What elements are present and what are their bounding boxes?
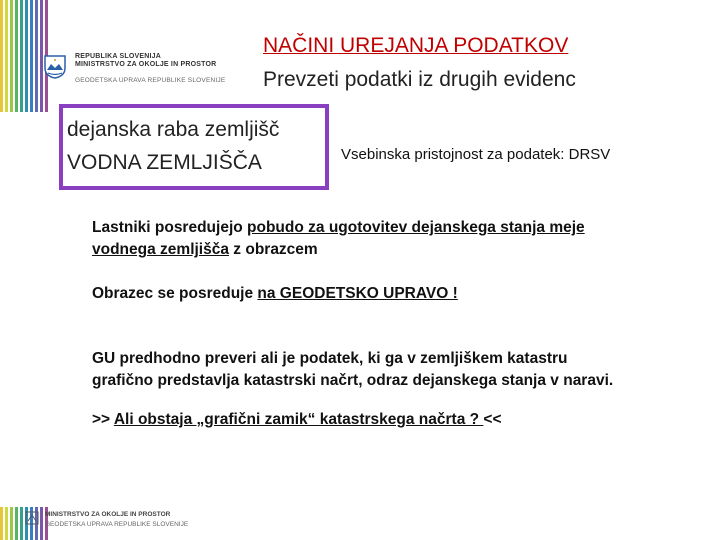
p2-text: Obrazec se posreduje	[92, 285, 258, 302]
p3-line1: GU predhodno preveri ali je podatek, ki ga v zemljiškem katastru	[92, 350, 568, 367]
slide-title: NAČINI UREJANJA PODATKOV	[263, 34, 569, 57]
stripe-bar	[5, 0, 8, 112]
stripe-bar	[15, 0, 18, 112]
stripe-bar	[5, 507, 8, 540]
stripe-bar	[35, 0, 38, 112]
p2-underlined: na GEODETSKO UPRAVO !	[257, 285, 458, 302]
footer-org	[45, 511, 188, 529]
p1-text-b: z obrazcem	[228, 241, 318, 258]
stripe-bar	[40, 507, 43, 540]
top-stripe-decoration	[0, 0, 48, 112]
stripe-bar	[0, 507, 3, 540]
bottom-stripe-decoration	[0, 507, 48, 540]
p3-line2: grafično predstavlja katastrski načrt, odraz dejanskega stanja v naravi.	[92, 372, 614, 389]
stripe-bar	[0, 0, 3, 112]
ministry-sub: GEODETSKA UPRAVA REPUBLIKE SLOVENIJE	[75, 77, 226, 84]
p4-suffix: <<	[483, 411, 502, 428]
stripe-bar	[20, 507, 23, 540]
ministry-line1: REPUBLIKA SLOVENIJA	[75, 53, 161, 60]
stripe-bar	[30, 0, 33, 112]
p1-underlined-a: pobudo za ugotovitev dejanskega stanja meje	[247, 219, 585, 236]
footer-line1: MINISTRSTVO ZA OKOLJE IN PROSTOR	[45, 511, 171, 518]
box-line2: VODNA ZEMLJIŠČA	[67, 151, 262, 174]
footer-line2: GEODETSKA UPRAVA REPUBLIKE SLOVENIJE	[45, 521, 189, 528]
stripe-bar	[25, 0, 28, 112]
coat-of-arms-icon	[44, 55, 66, 79]
highlight-frame	[59, 104, 329, 190]
ministry-line2: MINISTRSTVO ZA OKOLJE IN PROSTOR	[75, 61, 217, 68]
p1-text-a: Lastniki posredujejo	[92, 219, 248, 236]
box-line1: dejanska raba zemljišč	[67, 118, 280, 141]
slide-subtitle: Prevzeti podatki iz drugih evidenc	[263, 68, 576, 91]
ministry-header	[75, 53, 225, 85]
stripe-bar	[20, 0, 23, 112]
p4-prefix: >>	[92, 411, 114, 428]
p1-underlined-b: vodnega zemljišča	[92, 241, 229, 258]
stripe-bar	[10, 0, 13, 112]
stripe-bar	[15, 507, 18, 540]
paragraph-form	[92, 283, 692, 305]
paragraph-check	[92, 348, 712, 392]
stripe-bar	[10, 507, 13, 540]
paragraph-question	[92, 409, 712, 431]
competence-text: Vsebinska pristojnost za podatek: DRSV	[341, 146, 611, 163]
geodetic-logo-icon	[25, 511, 39, 525]
stripe-bar	[40, 0, 43, 112]
paragraph-owners	[92, 217, 692, 261]
p4-underlined: Ali obstaja „grafični zamik“ katastrskega načrta ?	[113, 411, 484, 428]
